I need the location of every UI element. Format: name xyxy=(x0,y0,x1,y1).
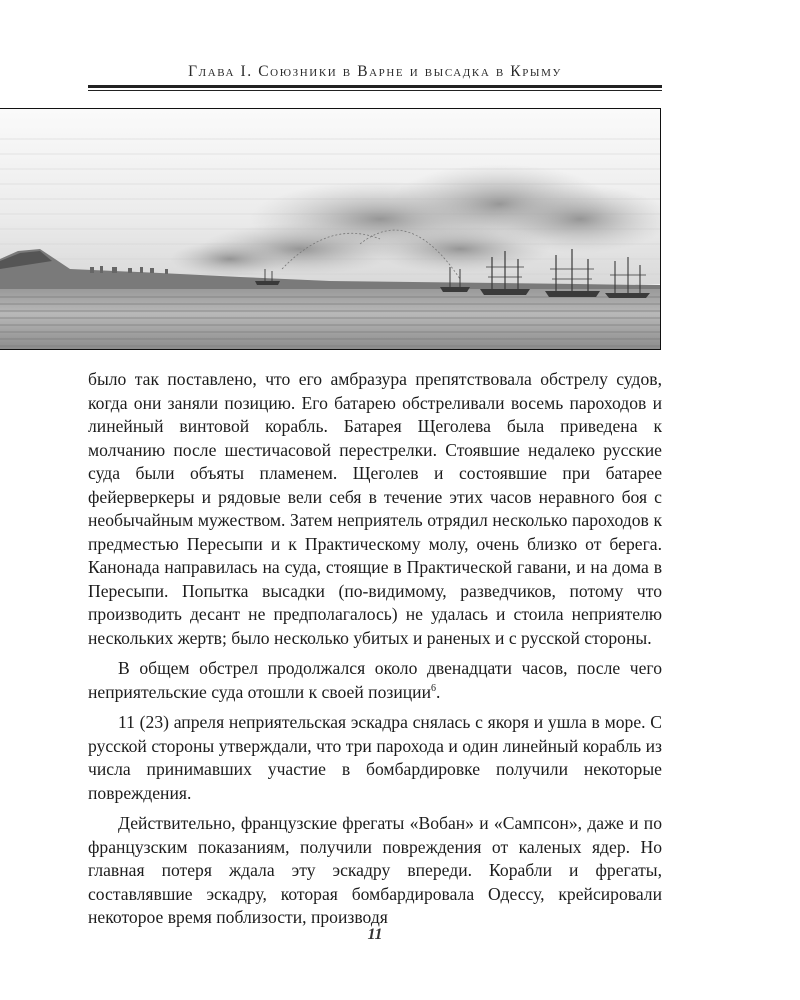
footnote-marker[interactable]: 6 xyxy=(431,682,437,694)
paragraph-1: было так поставлено, что его амбразура препятствовала обстрелу судов, когда они заняли позицию. Его батарею обстреливали восемь пароходов и линейный винтовой корабль. Батарея Щеголева была приведена к молчанию после шестичасовой перестрелки. Стоявшие недалеко русские суда были объяты пламенем. Щеголев и состоявшие при батарее фейерверкеры и рядовые вели себя в течение этих часов неравного боя с необычайным мужеством. Затем неприятель отрядил несколько пароходов к предместью Пересыпи и к Практическому молу, очень близко от берега. Канонада направилась на суда, стоящие в Практической гавани, и на дома в Пересыпи. Попытка высадки (по-видимому, разведчиков, потому что производить десант не предполагалось) не удалась и стоила неприятелю нескольких жертв; было несколько убитых и раненых и с русской стороны. xyxy=(88,369,662,648)
sea xyxy=(0,289,661,350)
page-number: 11 xyxy=(367,926,383,943)
engraving-illustration xyxy=(0,108,661,350)
naval-bombardment-engraving xyxy=(0,109,661,350)
paragraph-4: Действительно, французские фрегаты «Вобан» и «Сампсон», даже и по французским показаниям, получили повреждения от каленых ядер. Но главная потеря ждала эту эскадру впереди. Корабли и фрегаты, составлявшие эскадру, которая бомбардировала Одессу, крейсировали некоторое время поблизости, производя xyxy=(88,813,662,927)
paragraph-2 xyxy=(88,657,662,704)
body-text xyxy=(88,368,662,937)
paragraph-3: 11 (23) апреля неприятельская эскадра снялась с якоря и ушла в море. С русской стороны утверждали, что три парохода и один линейный корабль из числа принимавших участие в бомбардировке получили некоторые повреждения. xyxy=(88,712,662,803)
header-rule-thin xyxy=(88,90,662,91)
header-rule-thick xyxy=(88,85,662,88)
paragraph-2-end: . xyxy=(436,681,441,702)
running-head: Глава I. Союзники в Варне и высадка в Крыму xyxy=(188,63,562,80)
paragraph-2-text: В общем обстрел продолжался около двенадцати часов, после чего неприятельские суда отошли к своей позиции xyxy=(88,658,662,702)
